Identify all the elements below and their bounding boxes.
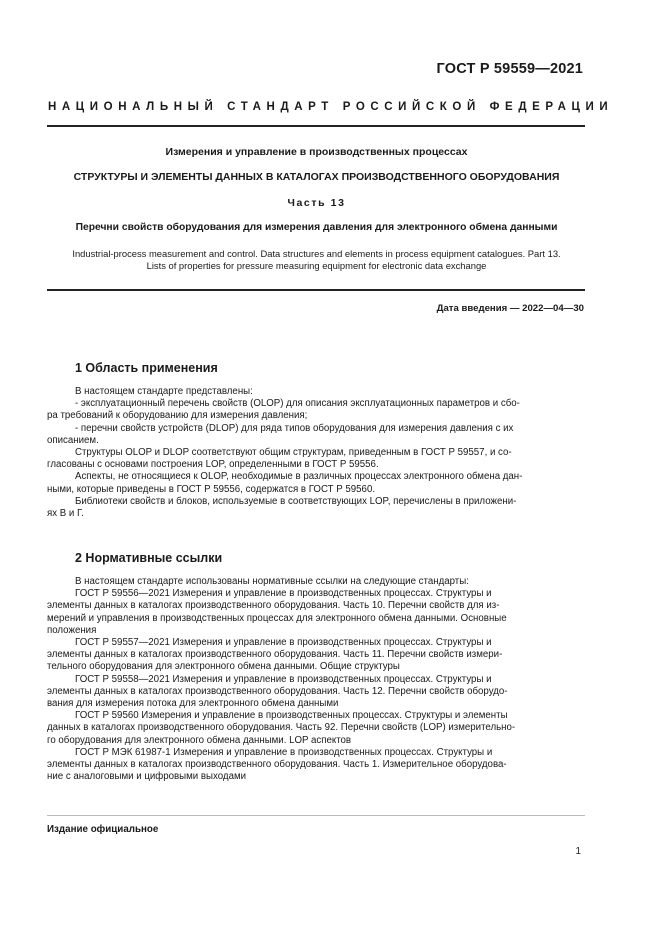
official-edition-label: Издание официальное	[47, 824, 159, 835]
section-2-title: 2 Нормативные ссылки	[75, 551, 223, 565]
body-line: элементы данных в каталогах производственного оборудования. Часть 1. Измерительное оборудова-	[47, 759, 507, 771]
body-line: описанием.	[47, 434, 99, 446]
part-number: Часть 13	[287, 197, 346, 209]
body-line: ГОСТ Р 59557—2021 Измерения и управление в производственных процессах. Структуры и	[75, 637, 492, 649]
body-line: - перечни свойств устройств (DLOP) для ряда типов оборудования для измерения давления с их	[75, 422, 514, 434]
body-line: положения	[47, 624, 97, 636]
body-line: вания для измерения потока для электронного обмена данными	[47, 698, 339, 710]
body-line: данных в каталогах производственного оборудования. Часть 92. Перечни свойств (LOP) измерительно-	[47, 722, 516, 734]
body-line: ными, которые приведены в ГОСТ Р 59556, содержатся в ГОСТ Р 59560.	[47, 483, 376, 495]
section-1-title: 1 Область применения	[75, 361, 218, 375]
body-line: мерений и управления в производственных процессах для электронного обмена данными. Основные	[47, 612, 507, 624]
body-line: элементы данных в каталогах производственного оборудования. Часть 11. Перечни свойств измери-	[47, 649, 503, 661]
general-title: Измерения и управление в производственных процессах	[165, 146, 468, 158]
body-line: ях В и Г.	[47, 508, 84, 520]
footer-rule	[47, 815, 585, 816]
national-standard-heading: НАЦИОНАЛЬНЫЙ СТАНДАРТ РОССИЙСКОЙ ФЕДЕРАЦИИ	[48, 101, 614, 113]
body-line: В настоящем стандарте использованы нормативные ссылки на следующие стандарты:	[75, 576, 469, 587]
subtitle: Перечни свойств оборудования для измерения давления для электронного обмена данными	[75, 222, 558, 233]
section-1-body	[47, 386, 585, 520]
body-line: В настоящем стандарте представлены:	[75, 386, 253, 397]
english-title-line: Industrial-process measurement and control. Data structures and elements in process equipment catalogues. Part 13.	[72, 248, 561, 259]
body-line: Структуры OLOP и DLOP соответствуют общим структурам, приведенным в ГОСТ Р 59557, и со-	[75, 447, 512, 459]
body-line: ра требований к оборудованию для измерения давления;	[47, 410, 308, 422]
main-title: СТРУКТУРЫ И ЭЛЕМЕНТЫ ДАННЫХ В КАТАЛОГАХ ПРОИЗВОДСТВЕННОГО ОБОРУДОВАНИЯ	[73, 171, 560, 183]
page-number: 1	[575, 846, 581, 857]
body-line: ГОСТ Р 59558—2021 Измерения и управление в производственных процессах. Структуры и	[75, 673, 492, 685]
english-title-line: Lists of properties for pressure measuring equipment for electronic data exchange	[146, 260, 487, 271]
body-line: ГОСТ Р 59556—2021 Измерения и управление в производственных процессах. Структуры и	[75, 588, 492, 600]
document-number: ГОСТ Р 59559—2021	[436, 61, 583, 77]
body-line: - эксплуатационный перечень свойств (OLOP) для описания эксплуатационных параметров и сбо-	[75, 398, 520, 410]
body-line: элементы данных в каталогах производственного оборудования. Часть 12. Перечни свойств оборудо-	[47, 685, 508, 697]
introduction-date: Дата введения — 2022—04—30	[436, 303, 584, 314]
body-line: тельного оборудования для электронного обмена данными. Общие структуры	[47, 661, 400, 673]
title-bottom-rule	[47, 289, 585, 291]
body-line: элементы данных в каталогах производственного оборудования. Часть 10. Перечни свойств для из-	[47, 600, 500, 612]
body-line: гласованы с основами построения LOP, определенными в ГОСТ Р 59556.	[47, 459, 379, 471]
body-line: ГОСТ Р МЭК 61987-1 Измерения и управление в производственных процессах. Структуры и	[75, 746, 493, 758]
title-top-rule	[47, 125, 585, 127]
body-line: го оборудования для электронного обмена данными. LOP аспектов	[47, 734, 352, 746]
body-line: Аспекты, не относящиеся к OLOP, необходимые в различных процессах электронного обмена дан-	[75, 471, 523, 483]
section-2-body	[47, 576, 585, 783]
body-line: ние с аналоговыми и цифровыми выходами	[47, 771, 247, 783]
english-title	[48, 248, 585, 272]
body-line: ГОСТ Р 59560 Измерения и управление в производственных процессах. Структуры и элементы	[75, 710, 508, 722]
body-line: Библиотеки свойств и блоков, используемые в соответствующих LOP, перечислены в приложени-	[75, 495, 517, 507]
